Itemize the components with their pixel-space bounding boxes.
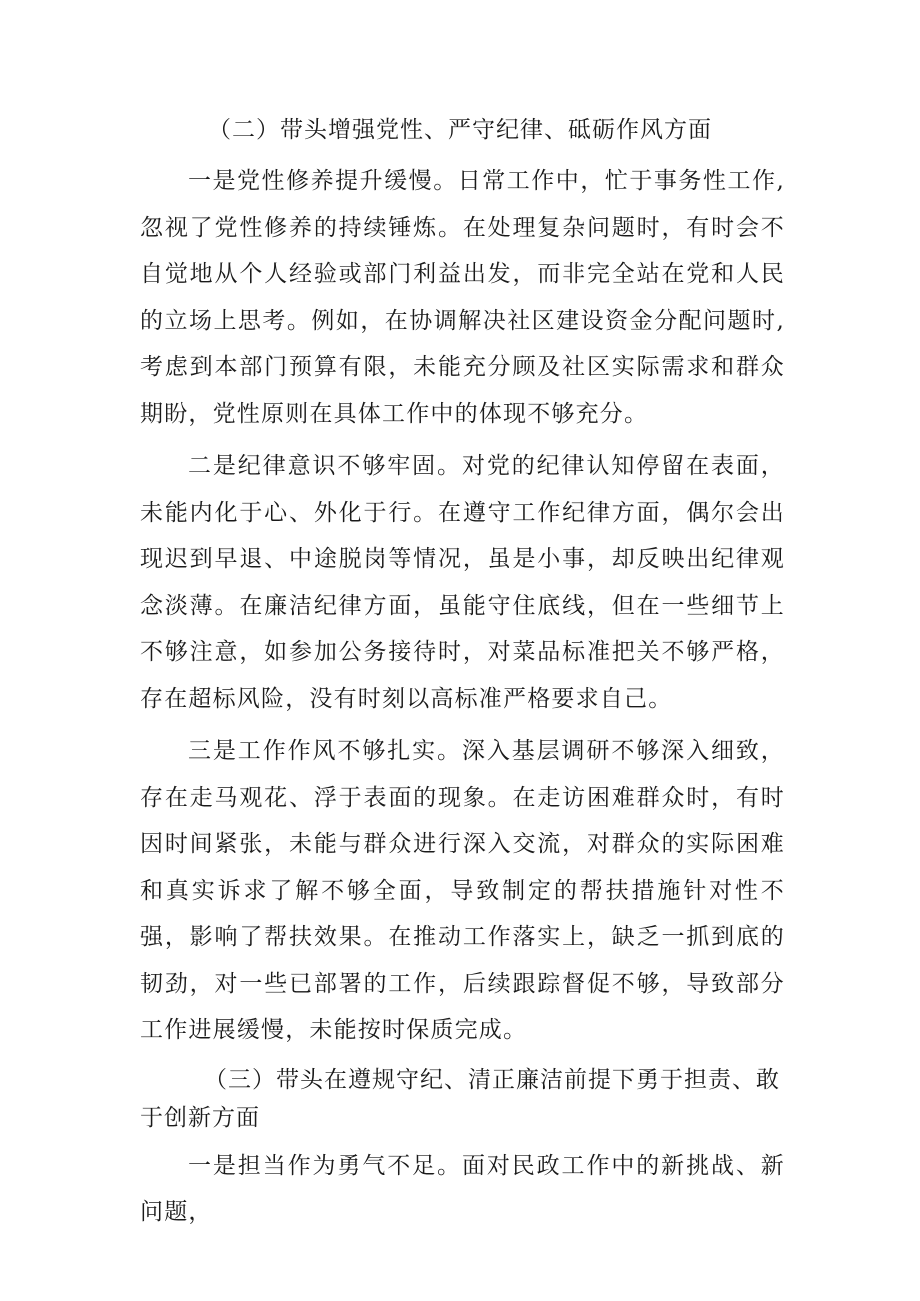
section-2-paragraph-3: 三是工作作风不够扎实。深入基层调研不够深入细致，存在走马观花、浮于表面的现象。在走访困难群众时，有时因时间紧张，未能与群众进行深入交流，对群众的实际困难和真实诉求了解不够全面，导致制定的帮扶措施针对性不强，影响了帮扶效果。在推动工作落实上，缺乏一抓到底的韧劲，对一些已部署的工作，后续跟踪督促不够，导致部分工作进展缓慢，未能按时保质完成。 (140, 738, 785, 1043)
section-2-heading: （二）带头增强党性、严守纪律、砥砺作风方面 (208, 117, 712, 143)
section-2-paragraph-2: 二是纪律意识不够牢固。对党的纪律认知停留在表面，未能内化于心、外化于行。在遵守工作纪律方面，偶尔会出现迟到早退、中途脱岗等情况，虽是小事，却反映出纪律观念淡薄。在廉洁纪律方面，虽能守住底线，但在一些细节上不够注意，如参加公务接待时，对菜品标准把关不够严格，存在超标风险，没有时刻以高标准严格要求自己。 (140, 453, 785, 712)
section-3-heading: （三）带头在遵规守纪、清正廉洁前提下勇于担责、敢于创新方面 (140, 1066, 780, 1131)
section-2-paragraph-1: 一是党性修养提升缓慢。日常工作中，忙于事务性工作,忽视了党性修养的持续锤炼。在处理复杂问题时，有时会不自觉地从个人经验或部门利益出发，而非完全站在党和人民的立场上思考。例如，在协调解决社区建设资金分配问题时,考虑到本部门预算有限，未能充分顾及社区实际需求和群众期盼，党性原则在具体工作中的体现不够充分。 (140, 168, 785, 427)
document-body (140, 108, 785, 1236)
section-3-paragraph-1: 一是担当作为勇气不足。面对民政工作中的新挑战、新问题， (140, 1152, 785, 1225)
